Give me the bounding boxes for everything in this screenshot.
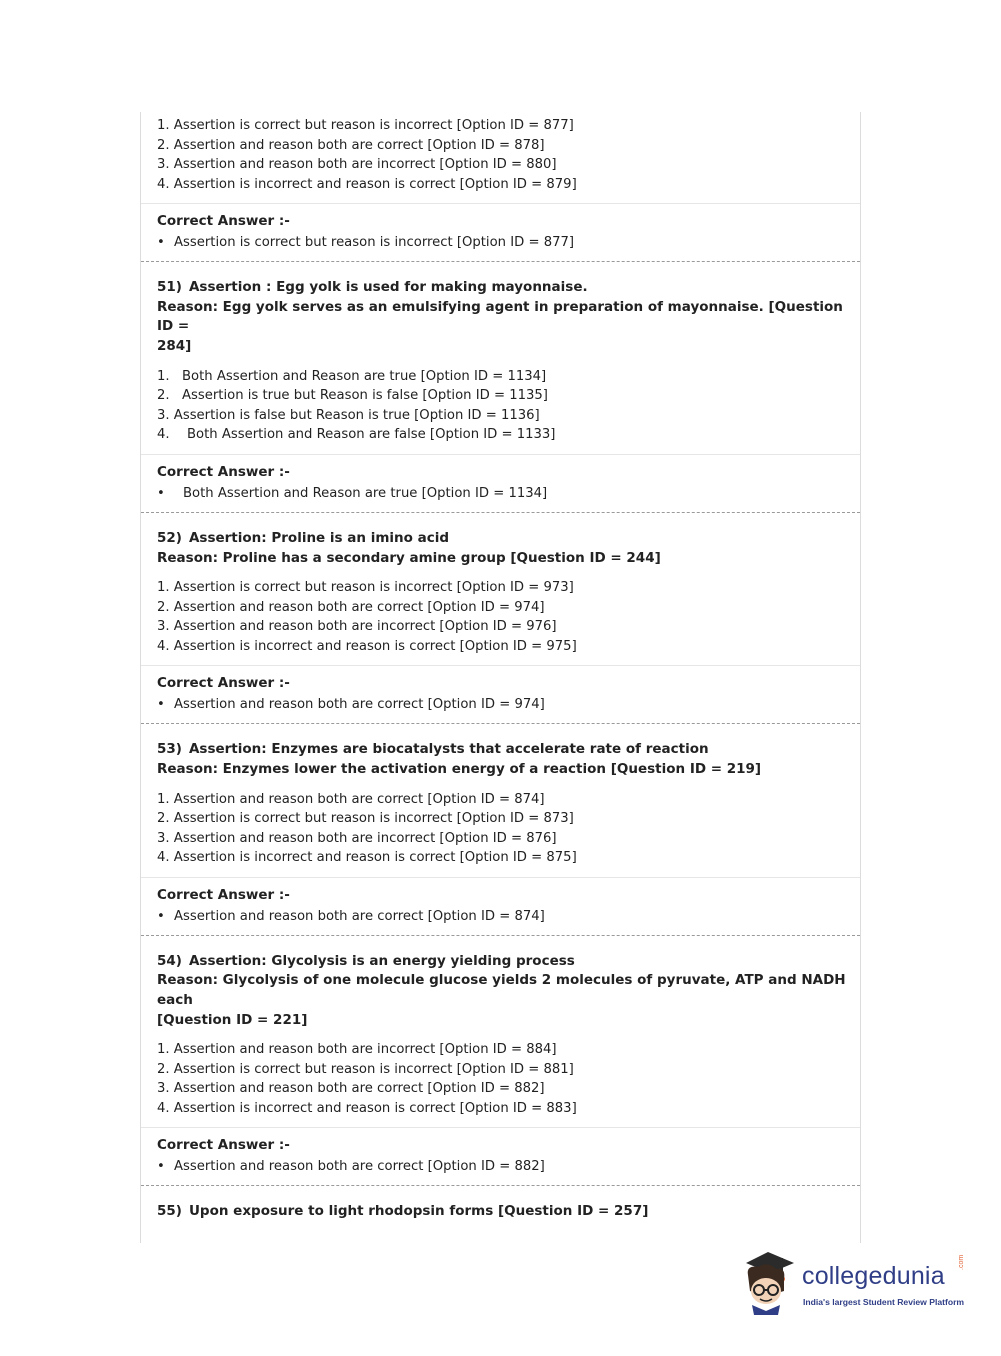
option-text: Assertion and reason both are correct [Option ID = 878] (173, 137, 545, 153)
option-text: Assertion is incorrect and reason is correct [Option ID = 975] (173, 638, 577, 654)
question-51 (141, 262, 860, 363)
option-item (157, 175, 860, 195)
option-item (157, 425, 860, 445)
question-text: Assertion : Egg yolk is used for making mayonnaise. (188, 279, 588, 295)
option-item (157, 790, 860, 810)
option-number: 3. (157, 830, 170, 846)
question-number: 51) (157, 279, 182, 295)
correct-answer (157, 695, 860, 715)
correct-answer-section (141, 454, 860, 512)
option-item (157, 136, 860, 156)
option-item (157, 829, 860, 849)
option-text: Assertion is false but Reason is true [Option ID = 1136] (173, 407, 540, 423)
correct-answer-label: Correct Answer :- (157, 213, 290, 229)
option-text: Assertion is correct but reason is incorrect [Option ID = 881] (173, 1061, 574, 1077)
question-52 (141, 513, 860, 574)
option-number: 4. (157, 427, 170, 443)
option-number: 1. (157, 118, 170, 133)
correct-answer-label: Correct Answer :- (157, 675, 290, 692)
option-number: 4. (157, 1100, 170, 1116)
option-number: 3. (157, 1081, 170, 1097)
question-text: Assertion: Proline is an imino acid (188, 529, 450, 546)
option-text: Assertion and reason both are incorrect [Option ID = 884] (173, 1042, 557, 1058)
question-line (157, 278, 846, 298)
option-text: Assertion and reason both are incorrect [Option ID = 876] (173, 830, 557, 846)
option-text: Assertion is correct but reason is incorrect [Option ID = 873] (173, 811, 574, 827)
option-text: Assertion and reason both are correct [Option ID = 974] (173, 599, 545, 615)
option-item (157, 406, 860, 426)
option-item (157, 848, 860, 868)
question-line (157, 952, 846, 972)
correct-answer-section (141, 665, 860, 723)
question-line (157, 1202, 846, 1222)
option-item (157, 617, 860, 637)
option-item (157, 367, 860, 387)
option-item (157, 1040, 860, 1060)
question-55 (141, 1186, 860, 1228)
correct-answer (157, 484, 860, 504)
options-list (141, 112, 860, 203)
option-number: 1. (157, 580, 170, 596)
question-number: 52) (157, 529, 182, 546)
option-text: Assertion and reason both are incorrect [Option ID = 880] (173, 157, 557, 172)
question-number: 55) (157, 1203, 182, 1220)
option-text: Assertion and reason both are correct [Option ID = 874] (173, 791, 545, 807)
option-item (157, 1060, 860, 1080)
option-item (157, 637, 860, 657)
options-list (141, 574, 860, 665)
bullet-icon: • (157, 1159, 165, 1175)
correct-answer-section (141, 1127, 860, 1185)
collegedunia-logo-text: collegedunia (802, 1262, 945, 1290)
question-line: 284] (157, 338, 192, 355)
option-text: Assertion is incorrect and reason is correct [Option ID = 879] (173, 176, 577, 192)
bullet-icon: • (157, 235, 165, 250)
option-number: 3. (157, 407, 170, 423)
question-number: 54) (157, 952, 182, 969)
question-text: Assertion: Enzymes are biocatalysts that accelerate rate of reaction (188, 741, 709, 758)
correct-answer (157, 1157, 860, 1177)
option-text: Both Assertion and Reason are true [Option ID = 1134] (182, 368, 547, 384)
correct-answer-label: Correct Answer :- (157, 886, 290, 903)
option-text: Both Assertion and Reason are false [Option ID = 1133] (187, 427, 556, 443)
option-item (157, 1099, 860, 1119)
question-line: Reason: Proline has a secondary amine group [Question ID = 244] (157, 549, 661, 566)
bullet-icon: • (157, 697, 165, 713)
correct-answer-text: Both Assertion and Reason are true [Option ID = 1134] (183, 485, 548, 501)
option-number: 3. (157, 157, 170, 172)
option-number: 3. (157, 619, 170, 635)
option-item (157, 578, 860, 598)
correct-answer-text: Assertion and reason both are correct [Option ID = 974] (174, 697, 545, 713)
option-item (157, 1079, 860, 1099)
correct-answer-text: Assertion and reason both are correct [Option ID = 882] (174, 1159, 545, 1175)
option-item (157, 116, 860, 136)
option-number: 4. (157, 176, 170, 192)
option-text: Assertion is correct but reason is incorrect [Option ID = 973] (173, 580, 574, 596)
question-line: Reason: Glycolysis of one molecule glucose yields 2 molecules of pyruvate, ATP and NADH each (157, 972, 846, 1009)
question-text: Assertion: Glycolysis is an energy yielding process (188, 952, 575, 969)
option-number: 2. (157, 1061, 170, 1077)
option-item (157, 155, 860, 175)
option-item (157, 809, 860, 829)
option-text: Assertion and reason both are incorrect [Option ID = 976] (173, 619, 557, 635)
option-text: Assertion is incorrect and reason is correct [Option ID = 883] (173, 1100, 577, 1116)
options-list (141, 363, 860, 454)
option-number: 1. (157, 791, 170, 807)
option-text: Assertion is correct but reason is incorrect [Option ID = 877] (173, 118, 574, 133)
option-text: Assertion is true but Reason is false [Option ID = 1135] (182, 388, 548, 404)
option-number: 2. (157, 811, 170, 827)
correct-answer-text: Assertion is correct but reason is incorrect [Option ID = 877] (174, 235, 575, 250)
question-line: Reason: Egg yolk serves as an emulsifying agent in preparation of mayonnaise. [Question ID = (157, 298, 843, 335)
correct-answer (157, 907, 860, 927)
correct-answer-section (141, 203, 860, 261)
option-number: 2. (157, 137, 170, 153)
option-item (157, 598, 860, 618)
option-number: 2. (157, 388, 170, 404)
question-line: [Question ID = 221] (157, 1011, 308, 1028)
option-item (157, 386, 860, 406)
question-53 (141, 724, 860, 785)
option-number: 1. (157, 368, 170, 384)
options-list (141, 786, 860, 877)
question-54 (141, 936, 860, 1037)
logo-domain-suffix: .com (958, 1254, 965, 1270)
correct-answer (157, 233, 860, 253)
question-sheet (140, 112, 861, 1243)
bullet-icon: • (157, 908, 165, 924)
question-line (157, 529, 846, 549)
option-text: Assertion and reason both are correct [Option ID = 882] (173, 1081, 545, 1097)
correct-answer-text: Assertion and reason both are correct [Option ID = 874] (174, 908, 545, 924)
correct-answer-label: Correct Answer :- (157, 463, 290, 480)
option-number: 1. (157, 1042, 170, 1058)
question-line: Reason: Enzymes lower the activation energy of a reaction [Question ID = 219] (157, 760, 762, 777)
question-number: 53) (157, 741, 182, 758)
option-number: 2. (157, 599, 170, 615)
options-list (141, 1036, 860, 1127)
bullet-icon: • (157, 485, 165, 501)
option-text: Assertion is incorrect and reason is correct [Option ID = 875] (173, 850, 577, 866)
option-number: 4. (157, 850, 170, 866)
logo-tagline: India's largest Student Review Platform (803, 1297, 965, 1307)
correct-answer-section (141, 877, 860, 935)
question-text: Upon exposure to light rhodopsin forms [Question ID = 257] (188, 1203, 649, 1220)
correct-answer-label: Correct Answer :- (157, 1137, 290, 1154)
option-number: 4. (157, 638, 170, 654)
question-line (157, 740, 846, 760)
